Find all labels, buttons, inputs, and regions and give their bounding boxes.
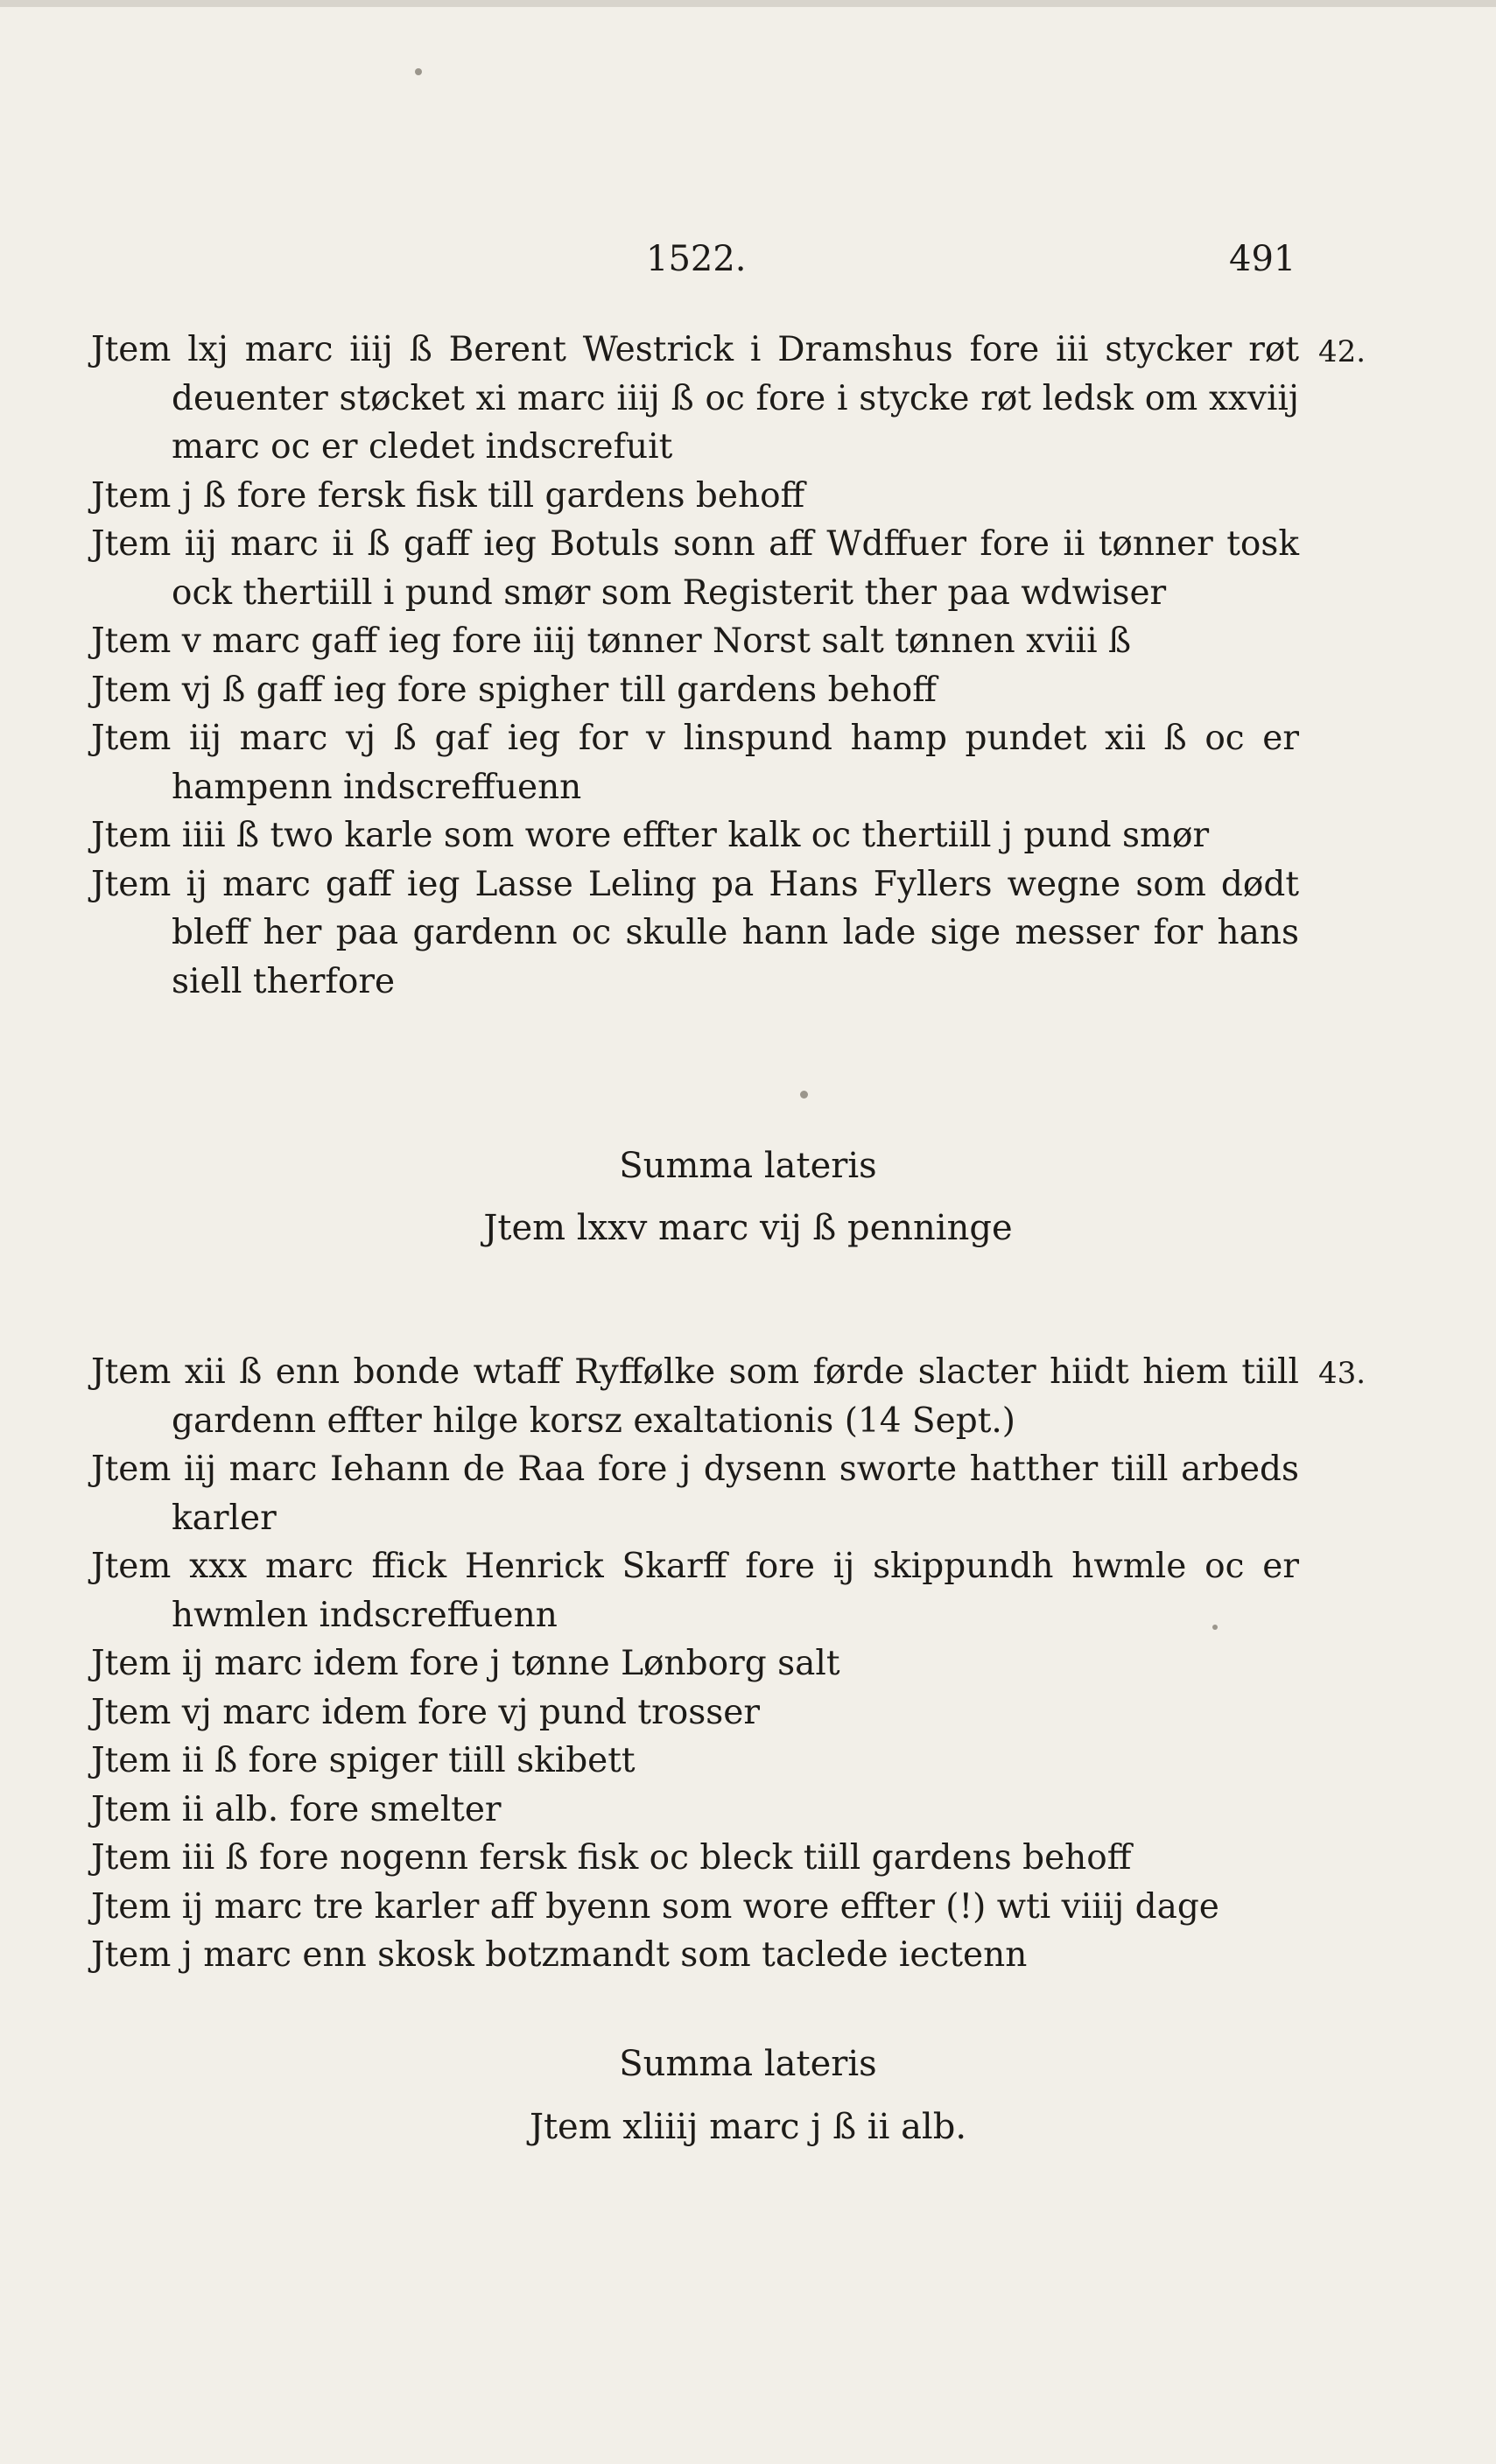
ledger-section-43: [91, 1348, 1299, 1980]
ledger-entry: Jtem ij marc idem fore j tønne Lønborg salt: [91, 1644, 840, 1683]
summa-lateris-heading: Summa lateris: [619, 2044, 877, 2084]
ledger-entry: Jtem iij marc ii ß gaff ieg Botuls sonn aff Wdffuer fore ii tønner tosk ock thertiill i pund smør som Registerit ther paa wdwiser: [91, 524, 1299, 613]
marginal-number-42: 42.: [1318, 334, 1366, 369]
marginal-number-43: 43.: [1318, 1356, 1366, 1391]
ledger-entry: Jtem xxx marc ffick Henrick Skarff fore ij skippundh hwmle oc er hwmlen indscreffuenn: [91, 1547, 1299, 1635]
ledger-entry: Jtem j marc enn skosk botzmandt som taclede iectenn: [91, 1935, 1028, 1975]
ledger-entry: Jtem iij marc vj ß gaf ieg for v linspund hamp pundet xii ß oc er hampenn indscreffuenn: [91, 719, 1299, 807]
summa-lateris-total: Jtem lxxv marc vij ß penninge: [483, 1208, 1013, 1248]
ledger-entry: Jtem ii alb. fore smelter: [91, 1789, 502, 1829]
ledger-entry: Jtem iii ß fore nogenn fersk fisk oc bleck tiill gardens behoff: [91, 1838, 1132, 1878]
ledger-entry: Jtem ii ß fore spiger tiill skibett: [91, 1741, 636, 1780]
page-year: 1522.: [646, 239, 747, 279]
ledger-entry: Jtem lxj marc iiij ß Berent Westrick i Dramshus fore iii stycker røt deuenter støcket xi marc iiij ß oc fore i stycke røt ledsk om xxviij marc oc er cledet indscrefuit: [91, 330, 1299, 467]
ledger-entry: Jtem ij marc tre karler aff byenn som wore effter (!) wti viiij dage: [91, 1886, 1219, 1927]
paper-speck: [415, 68, 422, 75]
summa-lateris-heading: Summa lateris: [619, 1146, 877, 1186]
ledger-section-42: [91, 326, 1299, 1006]
ledger-entry: Jtem vj marc idem fore vj pund trosser: [91, 1692, 760, 1732]
ledger-entry: Jtem ij marc gaff ieg Lasse Leling pa Hans Fyllers wegne som dødt bleff her paa gardenn oc skulle hann lade sige messer for hans siell therfore: [91, 864, 1299, 1001]
running-head: [0, 233, 1496, 285]
ledger-entry: Jtem vj ß gaff ieg fore spigher till gardens behoff: [91, 670, 937, 710]
ledger-entry: Jtem v marc gaff ieg fore iiij tønner Norst salt tønnen xviii ß: [91, 621, 1132, 661]
paper-speck: [800, 1091, 808, 1099]
summa-lateris-total: Jtem xliiij marc j ß ii alb.: [529, 2107, 967, 2147]
ledger-entry: Jtem j ß fore fersk fisk till gardens behoff: [91, 475, 805, 516]
ledger-entry: Jtem iiii ß two karle som wore effter kalk oc thertiill j pund smør: [91, 816, 1210, 855]
page-number: 491: [1229, 239, 1296, 279]
ledger-entry: Jtem iij marc Iehann de Raa fore j dysenn sworte hatther tiill arbeds karler: [91, 1450, 1299, 1538]
ledger-entry: Jtem xii ß enn bonde wtaff Ryffølke som førde slacter hiidt hiem tiill gardenn effter hilge korsz exaltationis (14 Sept.): [91, 1352, 1299, 1441]
